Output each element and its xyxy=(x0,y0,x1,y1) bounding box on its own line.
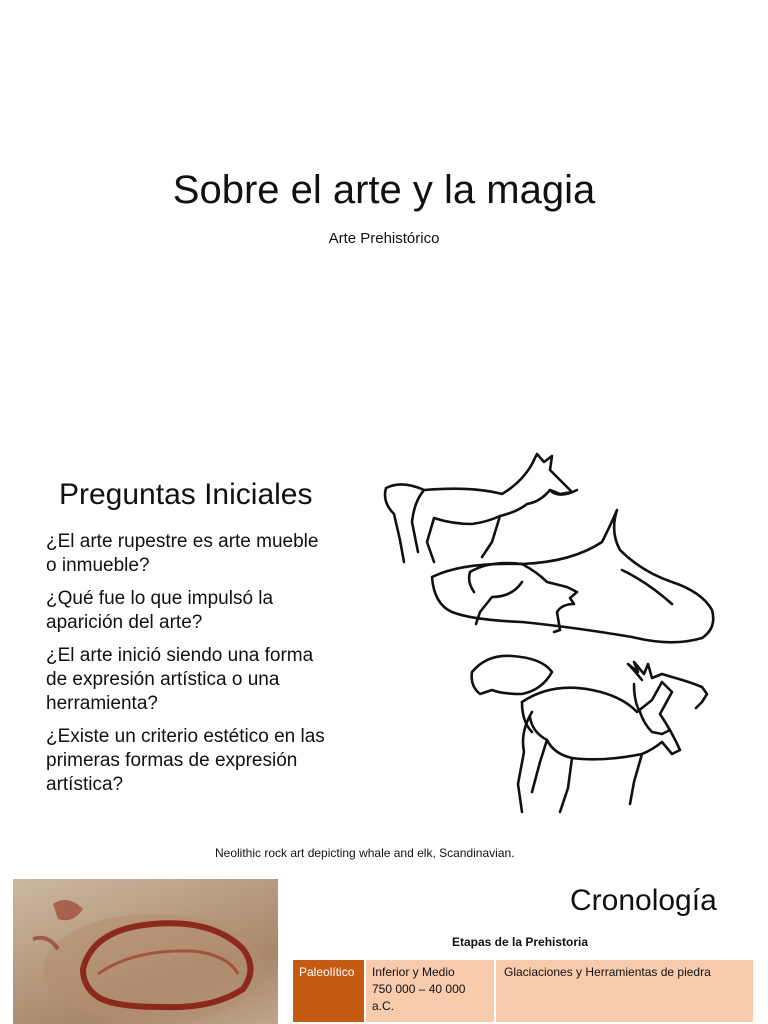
subperiod-cell xyxy=(365,960,495,1023)
table-row xyxy=(293,960,753,1023)
slide-subtitle: Arte Prehistórico xyxy=(328,230,440,247)
question-item: ¿Qué fue lo que impulsó la aparición del arte? xyxy=(46,588,274,633)
slide-title: Sobre el arte y la magia xyxy=(172,168,596,212)
questions-heading: Preguntas Iniciales xyxy=(59,478,313,511)
subperiod-dates: 750 000 – 40 000 a.C. xyxy=(372,982,466,1013)
question-item: ¿Existe un criterio estético en las primeras formas de expresión artística? xyxy=(46,726,325,795)
description-cell xyxy=(495,960,753,1023)
image-caption: Neolithic rock art depicting whale and elk, Scandinavian. xyxy=(215,846,515,860)
chronology-heading: Cronología xyxy=(570,884,717,917)
question-item: ¿El arte inició siendo una forma de expresión artística o una herramienta? xyxy=(46,645,314,714)
table-title: Etapas de la Prehistoria xyxy=(452,935,589,949)
cave-painting-photo xyxy=(13,879,278,1024)
subperiod-label: Inferior y Medio xyxy=(372,965,455,979)
prehistory-table xyxy=(293,960,753,1024)
period-cell: Paleolítico xyxy=(293,960,365,1023)
questions-list xyxy=(46,530,328,806)
description-text: Glaciaciones y Herramientas de piedra xyxy=(504,965,711,979)
question-item: ¿El arte rupestre es arte mueble o inmueble? xyxy=(46,531,319,576)
rock-art-drawing xyxy=(372,432,732,837)
